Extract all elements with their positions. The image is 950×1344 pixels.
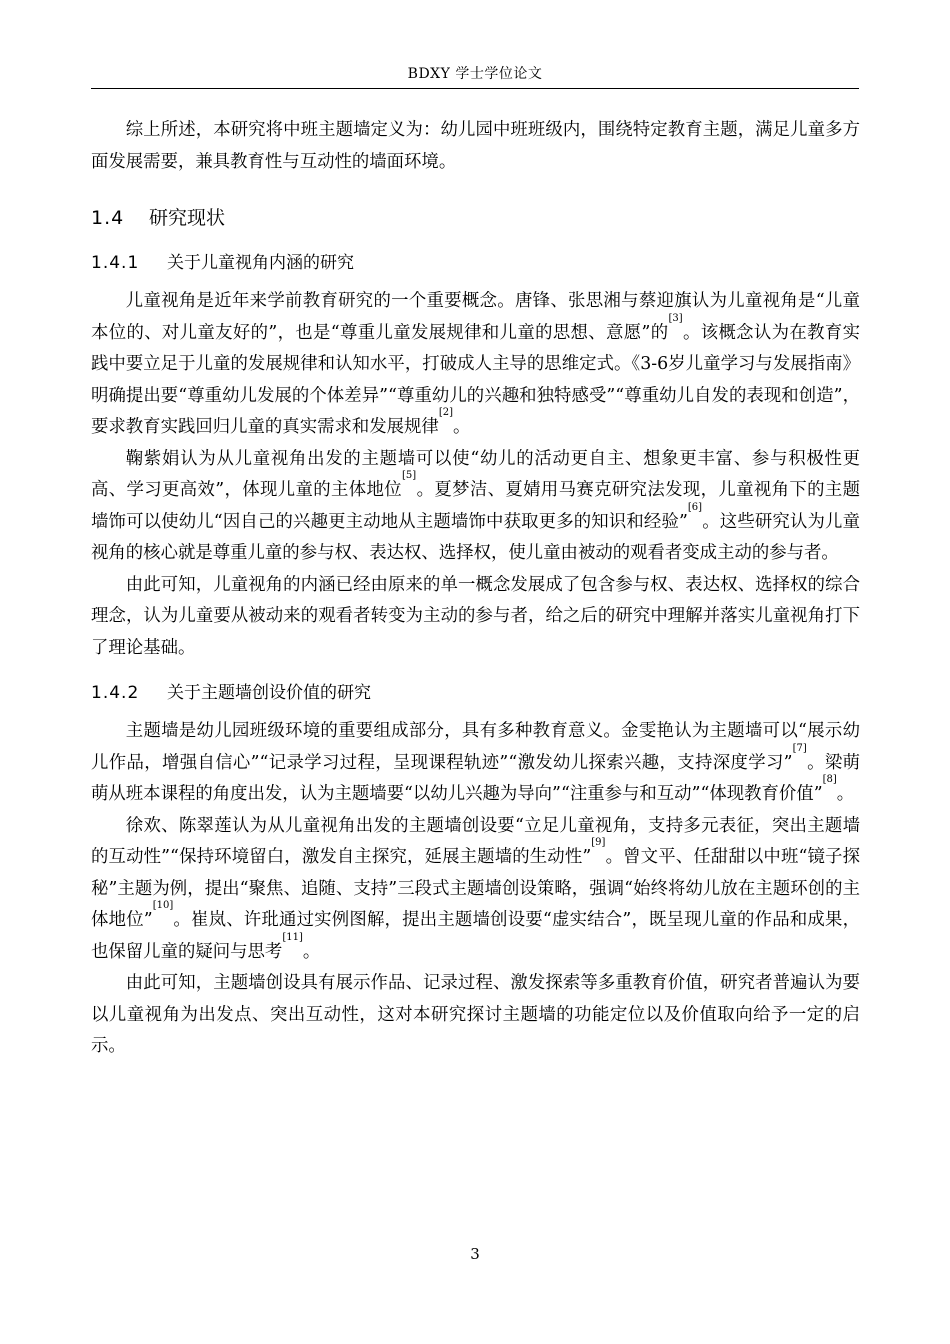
subsection-number: 1.4.1 (91, 253, 140, 273)
subsection-heading-1-4-2 (91, 678, 860, 708)
citation: [9] (591, 837, 606, 848)
citation: [11] (282, 931, 303, 943)
citation: [3] (668, 312, 683, 324)
citation: [7] (792, 742, 807, 754)
subsection-number: 1.4.2 (91, 683, 140, 703)
intro-paragraph: 综上所述，本研究将中班主题墙定义为：幼儿园中班班级内，围绕特定教育主题，满足儿童多方面发展需要，兼具教育性与互动性的墙面环境。 (91, 120, 860, 172)
subsection-title: 关于儿童视角内涵的研究 (167, 253, 354, 273)
paragraph-theme-wall-perspective (91, 444, 860, 570)
citation: [5] (402, 470, 417, 481)
page-body (91, 115, 860, 1063)
citation: [10] (152, 900, 174, 911)
paragraph-text: 。这些研究认为儿童视角的核心就是尊重儿童的参与权、表达权、选择权，使儿童由被动的观看者变成主动的参与者。 (91, 511, 860, 563)
spacer (91, 233, 860, 248)
paragraph-child-perspective-definition (91, 286, 860, 444)
spacer (91, 278, 860, 286)
paragraph-summary-1-4-1: 由此可知，儿童视角的内涵已经由原来的单一概念发展成了包含参与权、表达权、选择权的综合理念，认为儿童要从被动来的观看者转变为主动的参与者，给之后的研究中理解并落实儿童视角打下了理论基础。 (91, 574, 860, 658)
subsection-title: 关于主题墙创设价值的研究 (167, 683, 371, 703)
paragraph-text: 徐欢、陈翠莲认为从儿童视角出发的主题墙创设要“立足儿童视角，支持多元表征，突出主题墙的互动性”“保持环境留白，激发自主探究，延展主题墙的生动性” (91, 815, 860, 867)
citation: [2] (438, 407, 453, 418)
paragraph-text: 。曾文平、任甜甜以中班“镜子探秘”主题为例，提出“聚焦、追随、支持”三段式主题墙创设策略，强调“始终将幼儿放在主题环创的主体地位” (91, 847, 860, 930)
section-number: 1.4 (91, 207, 125, 229)
paragraph-text: 。 (302, 941, 321, 962)
spacer (91, 178, 860, 203)
paragraph-text: 。该概念认为在教育实践中要立足于儿童的发展规律和认知水平，打破成人主导的思维定式。《3-6岁儿童学习与发展指南》明确提出要“尊重幼儿发展的个体差异”“尊重幼儿的兴趣和独特感受”“尊重幼儿自发的表现和创造”，要求教育实践回归儿童的真实需求和发展规律 (91, 322, 860, 437)
paragraph-text: 。梁萌萌从班本课程的角度出发，认为主题墙要“以幼儿兴趣为导向”“注重参与和互动”“体现教育价值” (91, 752, 860, 804)
paragraph-theme-wall-value (91, 716, 860, 811)
paragraph-theme-wall-strategies (91, 811, 860, 969)
running-header: BDXY 学士学位论文 (407, 66, 543, 82)
section-heading-1-4 (91, 203, 860, 233)
subsection-heading-1-4-1 (91, 248, 860, 278)
page-number: 3 (470, 1245, 480, 1263)
paragraph-text: 。崔岚、许玭通过实例图解，提出主题墙创设要“虚实结合”，既呈现儿童的作品和成果，也保留儿童的疑问与思考 (91, 910, 860, 962)
section-title: 研究现状 (149, 207, 226, 229)
paragraph-text: 儿童视角是近年来学前教育研究的一个重要概念。唐锋、张思湘与蔡迎旗认为儿童视角是“儿童本位的、对儿童友好的”，也是“尊重儿童发展规律和儿童的思想、意愿”的 (91, 291, 860, 343)
paragraph-text: 主题墙是幼儿园班级环境的重要组成部分，具有多种教育意义。金雯艳认为主题墙可以“展示幼儿作品，增强自信心”“记录学习过程，呈现课程轨迹”“激发幼儿探索兴趣，支持深度学习” (91, 721, 860, 773)
paragraph-text: 。夏梦洁、夏婧用马赛克研究法发现，儿童视角下的主题墙饰可以使幼儿“因自己的兴趣更主动地从主题墙饰中获取更多的知识和经验” (91, 480, 860, 532)
paragraph-summary-1-4-2: 由此可知，主题墙创设具有展示作品、记录过程、激发探索等多重教育价值，研究者普遍认为要以儿童视角为出发点、突出互动性，这对本研究探讨主题墙的功能定位以及价值取向给予一定的启示。 (91, 973, 860, 1056)
paragraph-text: 。 (453, 417, 471, 437)
spacer (91, 664, 860, 678)
citation: [8] (822, 774, 837, 785)
paragraph-text: 。 (836, 784, 855, 804)
citation: [6] (687, 501, 703, 513)
spacer (91, 708, 860, 716)
paragraph-text: 鞠紫娟认为从儿童视角出发的主题墙可以使“幼儿的活动更自主、想象更丰富、参与积极性更高、学习更高效”，体现儿童的主体地位 (91, 448, 860, 500)
header-rule (91, 88, 859, 89)
